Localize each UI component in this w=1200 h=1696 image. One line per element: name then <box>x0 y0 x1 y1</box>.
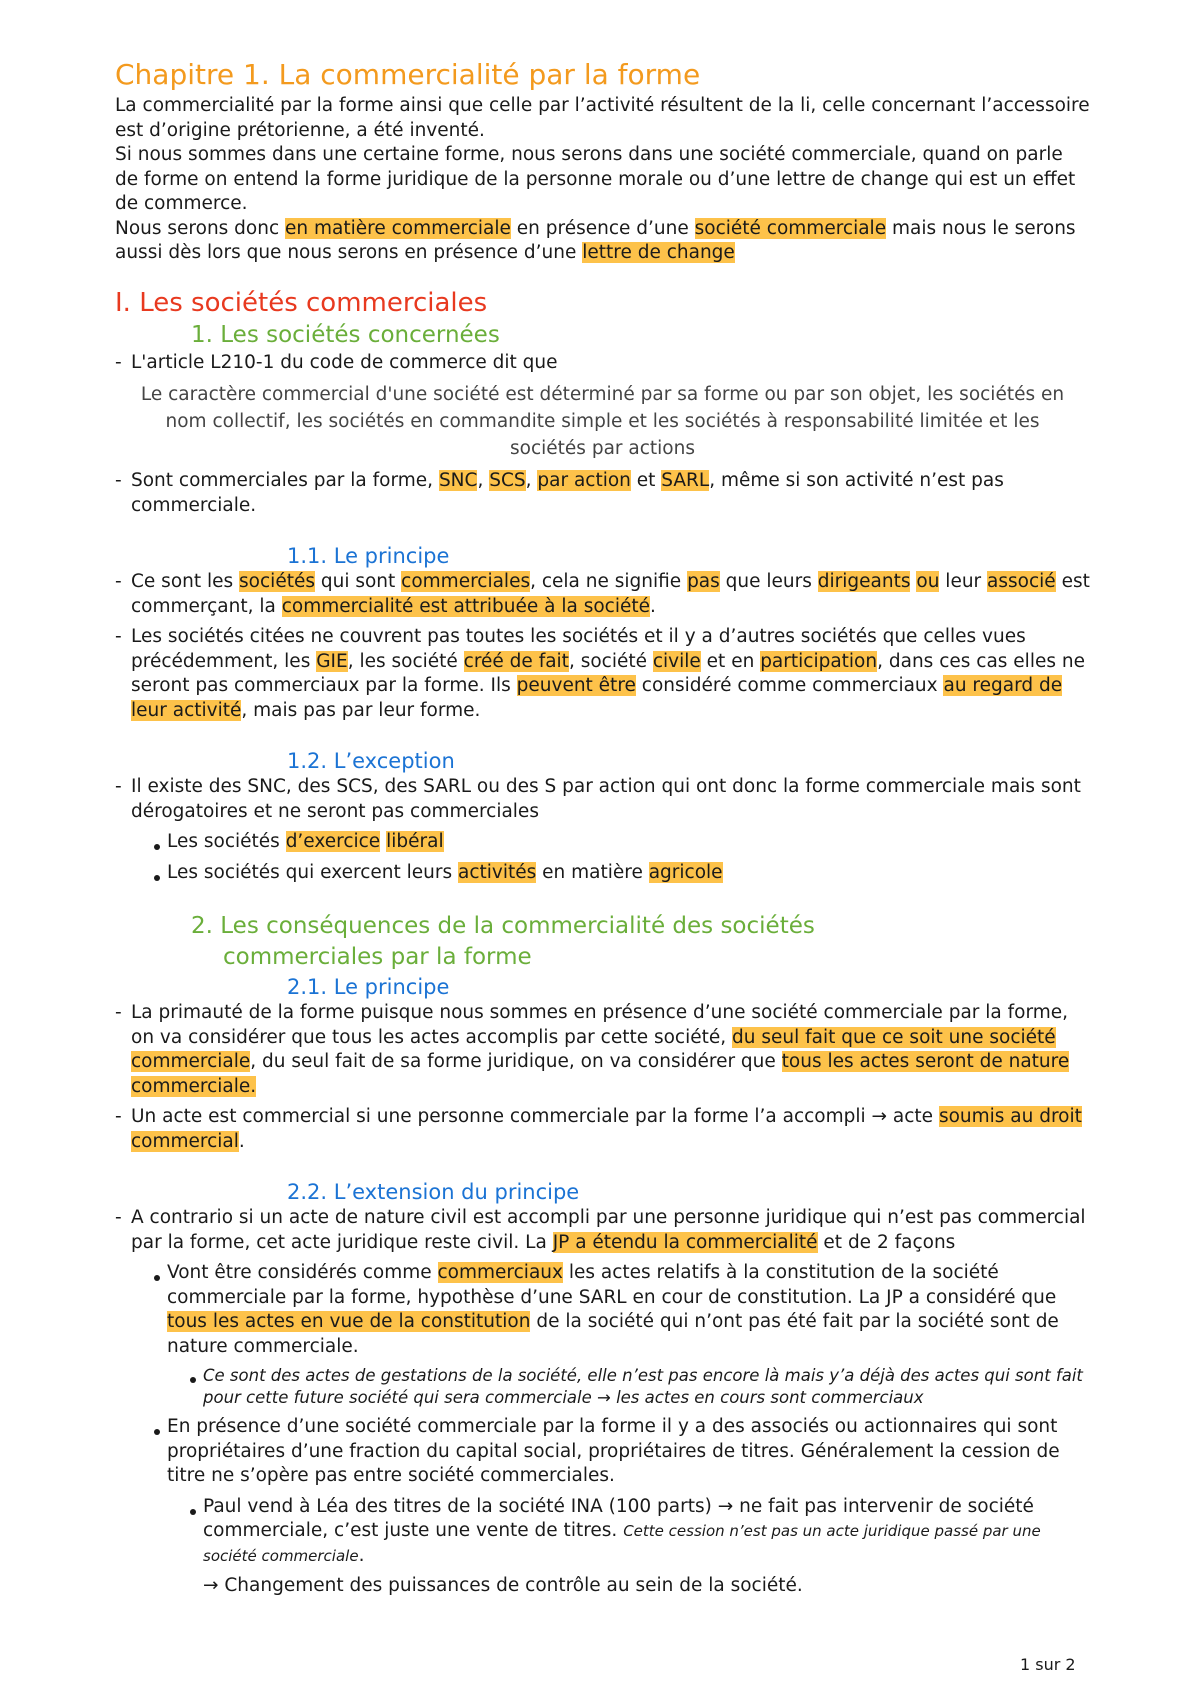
subsubsection-title: 2.2. L’extension du principe <box>287 1180 580 1204</box>
intro-paragraph-3: Nous serons donc en matière commerciale en présence d’une société commerciale mais nous le serons aussi dès lors que nous serons en présence d’une lettre de change <box>115 217 1076 263</box>
highlight: lettre de change <box>582 242 735 263</box>
list-item: - Sont commerciales par la forme, SNC, SCS, par action et SARL, même si son activité n’est pas commerciale. <box>115 469 1090 518</box>
subsection-title: 1. Les sociétés concernées <box>191 321 500 348</box>
subsubsection-title: 1.1. Le principe <box>287 544 450 568</box>
section-title: I. Les sociétés commerciales <box>115 287 488 318</box>
sub-bullet-item: Paul vend à Léa des titres de la société INA (100 parts) → ne fait pas intervenir de société commerciale, c’est juste une vente de titres. Cette cession n’est pas un acte juridique passé par une société commerciale. <box>115 1495 1090 1569</box>
subsection-title: 2. Les conséquences de la commercialité des sociétés commerciales par la forme <box>191 913 815 970</box>
list-item: - Ce sont les sociétés qui sont commerciales, cela ne signifie pas que leurs dirigeants ou leur associé est commerçant, la commercialité est attribuée à la société. <box>115 570 1090 619</box>
list-item: - L'article L210-1 du code de commerce dit que <box>115 351 1090 376</box>
bullet-item: Les sociétés d’exercice libéral <box>115 830 1090 855</box>
list-item: - Il existe des SNC, des SCS, des SARL ou des S par action qui ont donc la forme commerciale mais sont dérogatoires et ne seront pas commerciales <box>115 775 1090 824</box>
document-content <box>115 56 1090 1599</box>
bullet-item: En présence d’une société commerciale par la forme il y a des associés ou actionnaires qui sont propriétaires d’une fraction du capital social, propriétaires de titres. Généralement la cession de titre ne s’opère pas entre société commerciales. <box>115 1415 1090 1489</box>
intro-paragraph-1: La commercialité par la forme ainsi que celle par l’activité résultent de la li, celle concernant l’accessoire est d’origine prétorienne, a été inventé. <box>115 95 1090 141</box>
subsubsection-title: 2.1. Le principe <box>287 975 450 999</box>
list-item: - A contrario si un acte de nature civil est accompli par une personne juridique qui n’est pas commercial par la forme, cet acte juridique reste civil. La JP a étendu la commercialité et de 2 façons <box>115 1206 1090 1255</box>
bullet-item: Vont être considérés comme commerciaux les actes relatifs à la constitution de la société commerciale par la forme, hypothèse d’une SARL en cour de constitution. La JP a considéré que tous les actes en vue de la constitution de la société qui n’ont pas été fait par la société sont de nature commerciale. <box>115 1261 1090 1359</box>
list-item: - La primauté de la forme puisque nous sommes en présence d’une société commerciale par la forme, on va considérer que tous les actes accomplis par cette société, du seul fait que ce soit une société commerciale, du seul fait de sa forme juridique, on va considérer que tous les actes seront de nature commerciale. <box>115 1001 1090 1099</box>
highlight: société commerciale <box>694 217 887 239</box>
highlight: en matière commerciale <box>285 217 511 239</box>
list-item: - Un acte est commercial si une personne commerciale par la forme l’a accompli → acte soumis au droit commercial. <box>115 1105 1090 1154</box>
subsubsection-title: 1.2. L’exception <box>287 749 455 773</box>
sub-bullet-item: Ce sont des actes de gestations de la société, elle n’est pas encore là mais y’a déjà des actes qui sont fait pour cette future société qui sera commerciale → les actes en cours sont commerciaux <box>115 1365 1090 1409</box>
law-quote: Le caractère commercial d'une société est déterminé par sa forme ou par son objet, les sociétés en nom collectif, les sociétés en commandite simple et les sociétés à responsabilité limitée et les sociétés par actions <box>140 384 1065 459</box>
arrow-note: → Changement des puissances de contrôle au sein de la société. <box>203 1575 803 1596</box>
bullet-item: Les sociétés qui exercent leurs activités en matière agricole <box>115 861 1090 886</box>
chapter-title: Chapitre 1. La commercialité par la forme <box>115 58 701 91</box>
page-number: 1 sur 2 <box>1020 1655 1076 1674</box>
list-item: - Les sociétés citées ne couvrent pas toutes les sociétés et il y a d’autres sociétés que celles vues précédemment, les GIE, les société créé de fait, société civile et en participation, dans ces cas elles ne seront pas commerciaux par la forme. Ils peuvent être considéré comme commerciaux au regard de leur activité, mais pas par leur forme. <box>115 625 1090 723</box>
intro-paragraph-2: Si nous sommes dans une certaine forme, nous serons dans une société commerciale, quand on parle de forme on entend la forme juridique de la personne morale ou d’une lettre de change qui est un effet de commerce. <box>115 144 1076 214</box>
